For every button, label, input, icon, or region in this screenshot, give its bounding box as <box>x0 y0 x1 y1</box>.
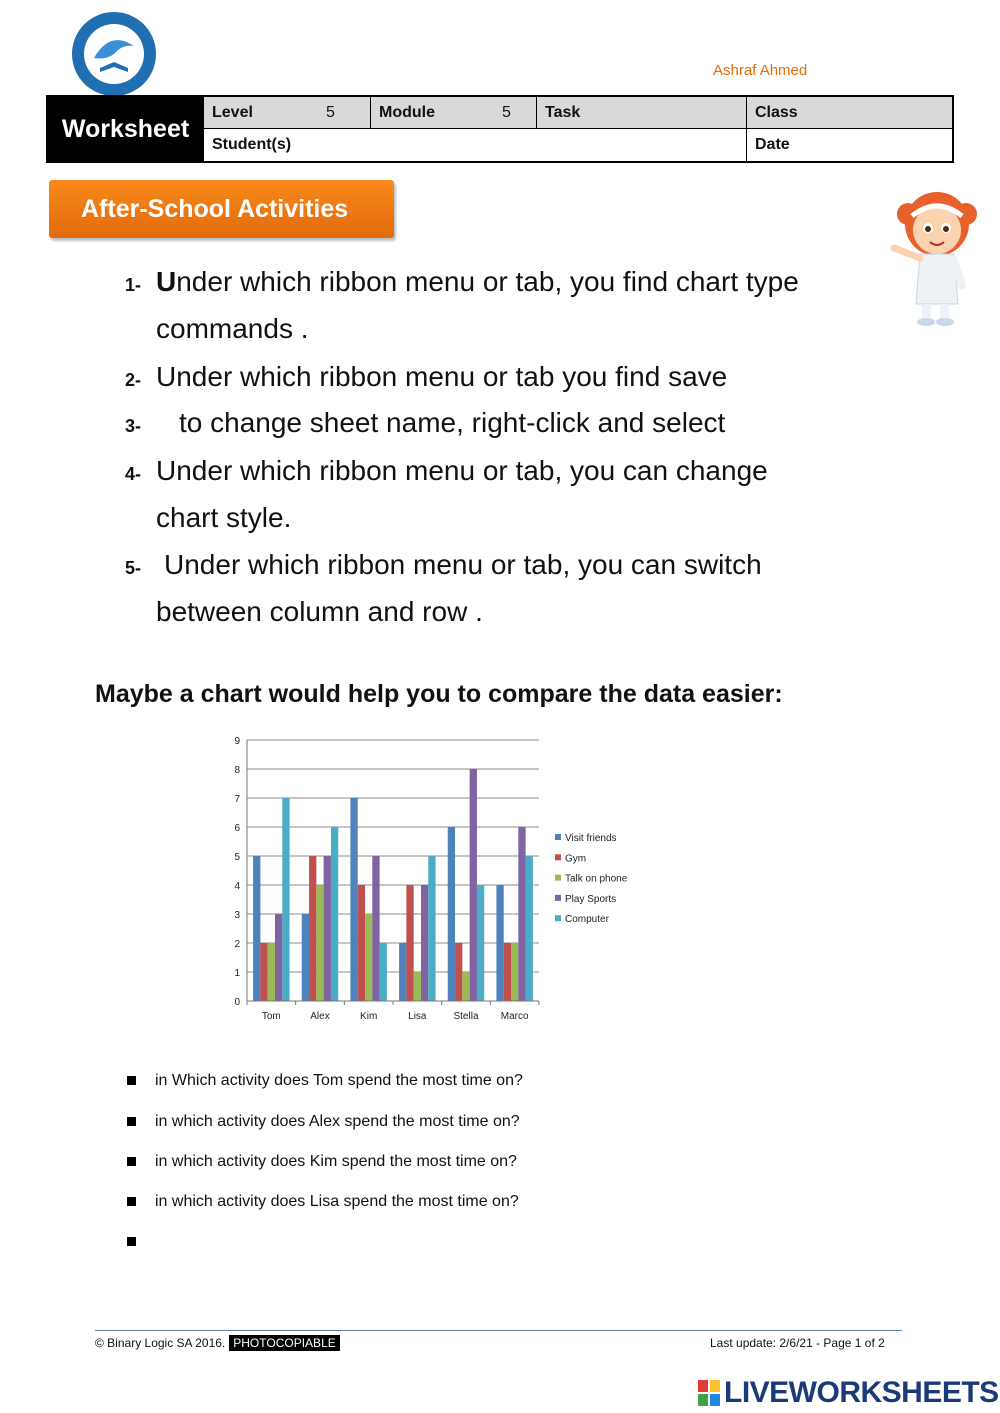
x-tick-label: Tom <box>261 1011 281 1022</box>
level-value: 5 <box>326 103 335 121</box>
question-1-number: 1- <box>125 275 142 295</box>
y-tick-label: 6 <box>234 823 240 834</box>
bar-lisa-gym <box>406 885 413 1001</box>
liveworksheets-wordmark: LIVEWORKSHEETS <box>724 1376 999 1409</box>
adnoc-schools-logo <box>70 10 158 98</box>
legend-label: Gym <box>565 853 587 865</box>
y-tick-label: 7 <box>234 794 240 805</box>
bar-kim-gym <box>358 885 365 1001</box>
students-cell[interactable] <box>203 129 746 161</box>
liveworksheets-brand[interactable] <box>698 1376 999 1410</box>
bullet-square-icon <box>127 1076 136 1085</box>
bullet-square-icon <box>127 1117 136 1126</box>
bar-kim-play-sports <box>372 856 379 1001</box>
chart-legend <box>555 833 628 925</box>
chart-heading: Maybe a chart would help you to compare the data easier: <box>95 680 783 708</box>
legend-label: Play Sports <box>565 893 617 905</box>
bar-tom-gym <box>260 943 267 1001</box>
question-3-number: 3- <box>125 416 142 436</box>
bar-stella-talk-on-phone <box>462 972 469 1001</box>
bar-marco-visit-friends <box>496 885 503 1001</box>
date-cell[interactable] <box>746 129 952 161</box>
bar-kim-visit-friends <box>350 798 357 1001</box>
chart-grid <box>247 740 539 972</box>
bar-tom-visit-friends <box>253 856 260 1001</box>
legend-swatch <box>555 834 561 840</box>
module-cell <box>370 97 536 129</box>
worksheet-header-table <box>46 95 954 163</box>
bar-stella-visit-friends <box>448 827 455 1001</box>
x-tick-label: Stella <box>453 1011 479 1022</box>
bullet-square-icon <box>127 1237 136 1246</box>
x-tick-label: Kim <box>360 1011 378 1022</box>
bar-alex-gym <box>309 856 316 1001</box>
module-value: 5 <box>502 103 511 121</box>
module-label: Module <box>379 103 435 121</box>
section-title: After-School Activities <box>49 180 394 238</box>
bullet-text: in which activity does Alex spend the most time on? <box>155 1113 520 1130</box>
bar-marco-gym <box>504 943 511 1001</box>
bullet-square-icon <box>127 1197 136 1206</box>
bar-alex-visit-friends <box>302 914 309 1001</box>
task-cell <box>536 97 746 129</box>
class-label: Class <box>755 103 798 121</box>
level-cell <box>203 97 370 129</box>
bullet-text: in which activity does Kim spend the most time on? <box>155 1153 517 1170</box>
question-1-text: nder which ribbon menu or tab, you find chart type <box>176 266 799 297</box>
bullet-square-icon <box>127 1157 136 1166</box>
bar-kim-talk-on-phone <box>365 914 372 1001</box>
bar-tom-play-sports <box>275 914 282 1001</box>
question-5 <box>125 541 762 592</box>
date-label: Date <box>755 136 790 153</box>
y-tick-label: 0 <box>234 997 240 1008</box>
y-tick-label: 1 <box>234 968 240 979</box>
legend-swatch <box>555 875 561 881</box>
footer-copyright <box>95 1336 340 1350</box>
bar-marco-talk-on-phone <box>511 943 518 1001</box>
question-2-number: 2- <box>125 370 142 390</box>
y-tick-label: 3 <box>234 910 240 921</box>
bullet-text: in Which activity does Tom spend the most time on? <box>155 1072 523 1089</box>
question-2-text: Under which ribbon menu or tab you find save <box>156 361 728 392</box>
students-label: Student(s) <box>212 136 292 153</box>
bar-lisa-play-sports <box>421 885 428 1001</box>
activities-bar-chart <box>220 728 650 1028</box>
photocopiable-badge: PHOTOCOPIABLE <box>229 1335 339 1351</box>
bullet-text: in which activity does Lisa spend the most time on? <box>155 1193 519 1210</box>
x-tick-label: Alex <box>310 1011 330 1022</box>
task-label: Task <box>545 103 581 121</box>
y-tick-label: 5 <box>234 852 240 863</box>
footer-divider <box>95 1330 902 1331</box>
legend-swatch <box>555 854 561 860</box>
question-2 <box>125 353 727 404</box>
liveworksheets-logo-icon <box>698 1380 720 1406</box>
question-4 <box>125 447 768 498</box>
bar-alex-talk-on-phone <box>316 885 323 1001</box>
y-tick-label: 8 <box>234 765 240 776</box>
question-5-number: 5- <box>125 558 142 578</box>
class-cell <box>746 97 952 129</box>
legend-swatch <box>555 895 561 901</box>
level-label: Level <box>212 103 253 121</box>
y-tick-label: 9 <box>234 736 240 747</box>
bar-marco-play-sports <box>518 827 525 1001</box>
legend-label: Talk on phone <box>565 873 628 885</box>
bar-lisa-computer <box>428 856 435 1001</box>
bar-tom-computer <box>282 798 289 1001</box>
x-tick-label: Lisa <box>408 1011 427 1022</box>
y-tick-label: 4 <box>234 881 240 892</box>
bar-marco-computer <box>526 856 533 1001</box>
legend-swatch <box>555 915 561 921</box>
bar-alex-computer <box>331 827 338 1001</box>
x-tick-label: Marco <box>500 1011 529 1022</box>
question-1-continuation: commands . <box>156 313 309 344</box>
bar-lisa-visit-friends <box>399 943 406 1001</box>
question-5-continuation: between column and row . <box>156 596 483 627</box>
bar-alex-play-sports <box>324 856 331 1001</box>
question-1-first-letter: U <box>156 266 177 297</box>
question-4-continuation: chart style. <box>156 502 292 533</box>
legend-label: Computer <box>565 914 609 926</box>
question-3 <box>125 399 725 450</box>
legend-label: Visit friends <box>565 833 617 844</box>
question-4-text: Under which ribbon menu or tab, you can change <box>156 455 768 486</box>
question-3-text: to change sheet name, right-click and select <box>179 407 726 438</box>
bar-stella-gym <box>455 943 462 1001</box>
bar-kim-computer <box>380 943 387 1001</box>
girl-character-icon <box>882 186 982 328</box>
question-1 <box>125 258 799 309</box>
author-name: Ashraf Ahmed <box>713 62 808 79</box>
bar-stella-play-sports <box>470 769 477 1001</box>
footer-last-update: Last update: 2/6/21 - Page 1 of 2 <box>710 1336 885 1350</box>
worksheet-label: Worksheet <box>48 97 203 161</box>
bar-tom-talk-on-phone <box>268 943 275 1001</box>
y-tick-label: 2 <box>234 939 240 950</box>
question-4-number: 4- <box>125 464 142 484</box>
question-5-text: Under which ribbon menu or tab, you can switch <box>164 549 762 580</box>
bar-lisa-talk-on-phone <box>414 972 421 1001</box>
bar-stella-computer <box>477 885 484 1001</box>
copyright-text: © Binary Logic SA 2016. <box>95 1336 226 1350</box>
